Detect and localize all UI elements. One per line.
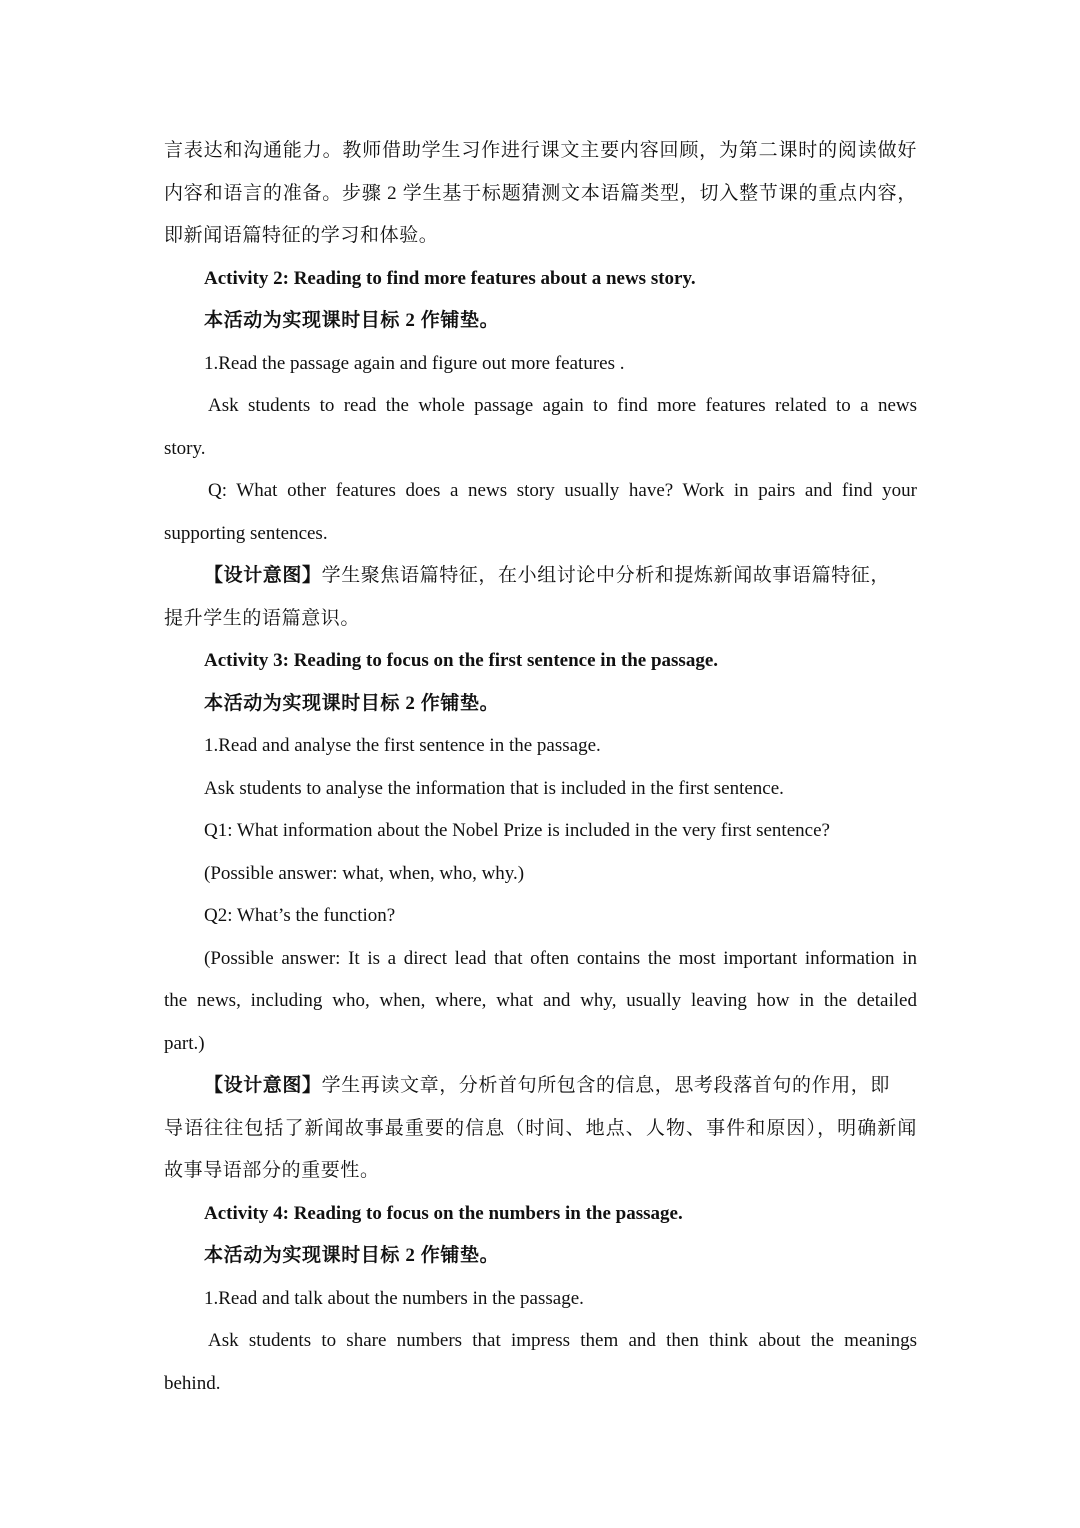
activity-2-step-1: 1.Read the passage again and figure out more features . — [204, 352, 625, 374]
intro-line-2: 内容和语言的准备。步骤 2 学生基于标题猜测文本语篇类型，切入整节课的重点内容， — [164, 182, 917, 204]
activity-3-intent-line-2: 导语往往包括了新闻故事最重要的信息（时间、地点、人物、事件和原因），明确新闻 — [164, 1117, 917, 1139]
activity-4-step-1: 1.Read and talk about the numbers in the passage. — [204, 1287, 584, 1309]
activity-2-intent-line-2: 提升学生的语篇意识。 — [164, 607, 361, 629]
activity-3-intent-line-3: 故事导语部分的重要性。 — [164, 1160, 380, 1181]
document-page — [164, 130, 917, 1405]
activity-4-goal: 本活动为实现课时目标 2 作铺垫。 — [204, 1245, 500, 1266]
activity-2-goal: 本活动为实现课时目标 2 作铺垫。 — [204, 310, 500, 331]
activity-3-intent-label: 【设计意图】 — [204, 1075, 322, 1096]
intro-line-1: 言表达和沟通能力。教师借助学生习作进行课文主要内容回顾，为第二课时的阅读做好 — [164, 140, 917, 161]
activity-3-intent-line-1 — [164, 1065, 917, 1108]
activity-3-question-2: Q2: What’s the function? — [204, 905, 396, 926]
activity-3-question-1: Q1: What information about the Nobel Prize is included in the very first sentence? — [204, 820, 830, 841]
activity-4-section — [164, 1193, 917, 1406]
activity-2-section — [164, 258, 917, 641]
activity-2-heading: Activity 2: Reading to find more features about a news story. — [204, 267, 696, 289]
activity-3-answer-2-line-2: the news, including who, when, where, what and why, usually leaving how in the detailed — [164, 990, 917, 1011]
activity-4-heading: Activity 4: Reading to focus on the numbers in the passage. — [204, 1202, 683, 1224]
activity-2-instruction-line-2: story. — [164, 437, 206, 459]
activity-3-step-1: 1.Read and analyse the first sentence in the passage. — [204, 735, 601, 756]
activity-2-intent-line-1 — [164, 555, 917, 598]
intro-line-3: 即新闻语篇特征的学习和体验。 — [164, 225, 439, 246]
activity-3-answer-2-line-1: (Possible answer: It is a direct lead that often contains the most important information in — [204, 947, 917, 969]
activity-2-instruction-line-1: Ask students to read the whole passage again to find more features related to a news — [208, 395, 917, 416]
activity-2-intent-label: 【设计意图】 — [204, 565, 322, 586]
activity-3-instruction: Ask students to analyse the information that is included in the first sentence. — [204, 777, 784, 799]
activity-3-section — [164, 640, 917, 1193]
activity-2-question-line-1: Q: What other features does a news story usually have? Work in pairs and find your — [208, 480, 917, 501]
activity-3-answer-2-line-3: part.) — [164, 1032, 205, 1054]
activity-3-goal: 本活动为实现课时目标 2 作铺垫。 — [204, 692, 500, 714]
activity-3-intent-text: 学生再读文章，分析首句所包含的信息，思考段落首句的作用，即 — [321, 1075, 891, 1096]
intro-paragraph — [164, 130, 917, 258]
activity-3-heading: Activity 3: Reading to focus on the first sentence in the passage. — [204, 650, 719, 671]
activity-2-intent-text: 学生聚焦语篇特征，在小组讨论中分析和提炼新闻故事语篇特征， — [321, 565, 891, 586]
activity-4-instruction-line-2: behind. — [164, 1372, 221, 1394]
activity-3-answer-1: (Possible answer: what, when, who, why.) — [204, 862, 525, 884]
activity-2-question-line-2: supporting sentences. — [164, 522, 328, 544]
activity-4-instruction-line-1: Ask students to share numbers that impress them and then think about the meanings — [208, 1330, 917, 1351]
